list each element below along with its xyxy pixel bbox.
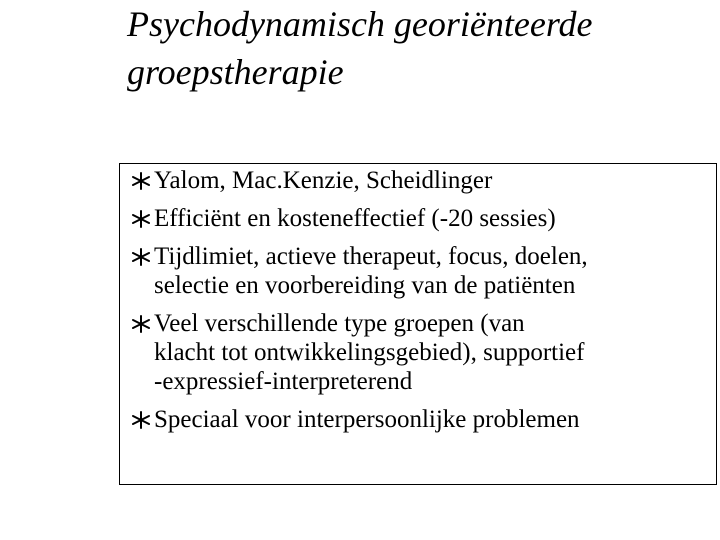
bullet-item [130, 166, 714, 195]
bullet-text-continuation: selectie en voorbereiding van de patiënten [154, 272, 576, 299]
asterisk-star-icon [130, 209, 152, 229]
bullet-item [130, 204, 714, 233]
bullet-item [130, 242, 714, 300]
content-box [119, 163, 717, 485]
bullet-item [130, 405, 714, 434]
bullet-text-continuation: -expressief-interpreterend [154, 368, 413, 395]
bullet-text-continuation: klacht tot ontwikkelingsgebied), supportief [154, 339, 585, 366]
asterisk-star-icon [130, 314, 152, 334]
bullet-text: Efficiënt en kosteneffectief (-20 sessies) [154, 205, 556, 232]
title-line: Psychodynamisch georiënteerde [127, 4, 593, 44]
bullet-text: Speciaal voor interpersoonlijke problemen [154, 406, 580, 433]
asterisk-star-icon [130, 410, 152, 430]
bullet-text: Yalom, Mac.Kenzie, Scheidlinger [154, 167, 493, 194]
asterisk-star-icon [130, 247, 152, 267]
asterisk-star-icon [130, 171, 152, 191]
bullet-text: Veel verschillende type groepen (van [154, 310, 525, 337]
bullet-text: Tijdlimiet, actieve therapeut, focus, doelen, [154, 243, 588, 270]
title-line: groepstherapie [127, 52, 344, 92]
slide-title [127, 0, 707, 96]
bullet-item [130, 309, 714, 396]
bullet-list [130, 166, 714, 443]
